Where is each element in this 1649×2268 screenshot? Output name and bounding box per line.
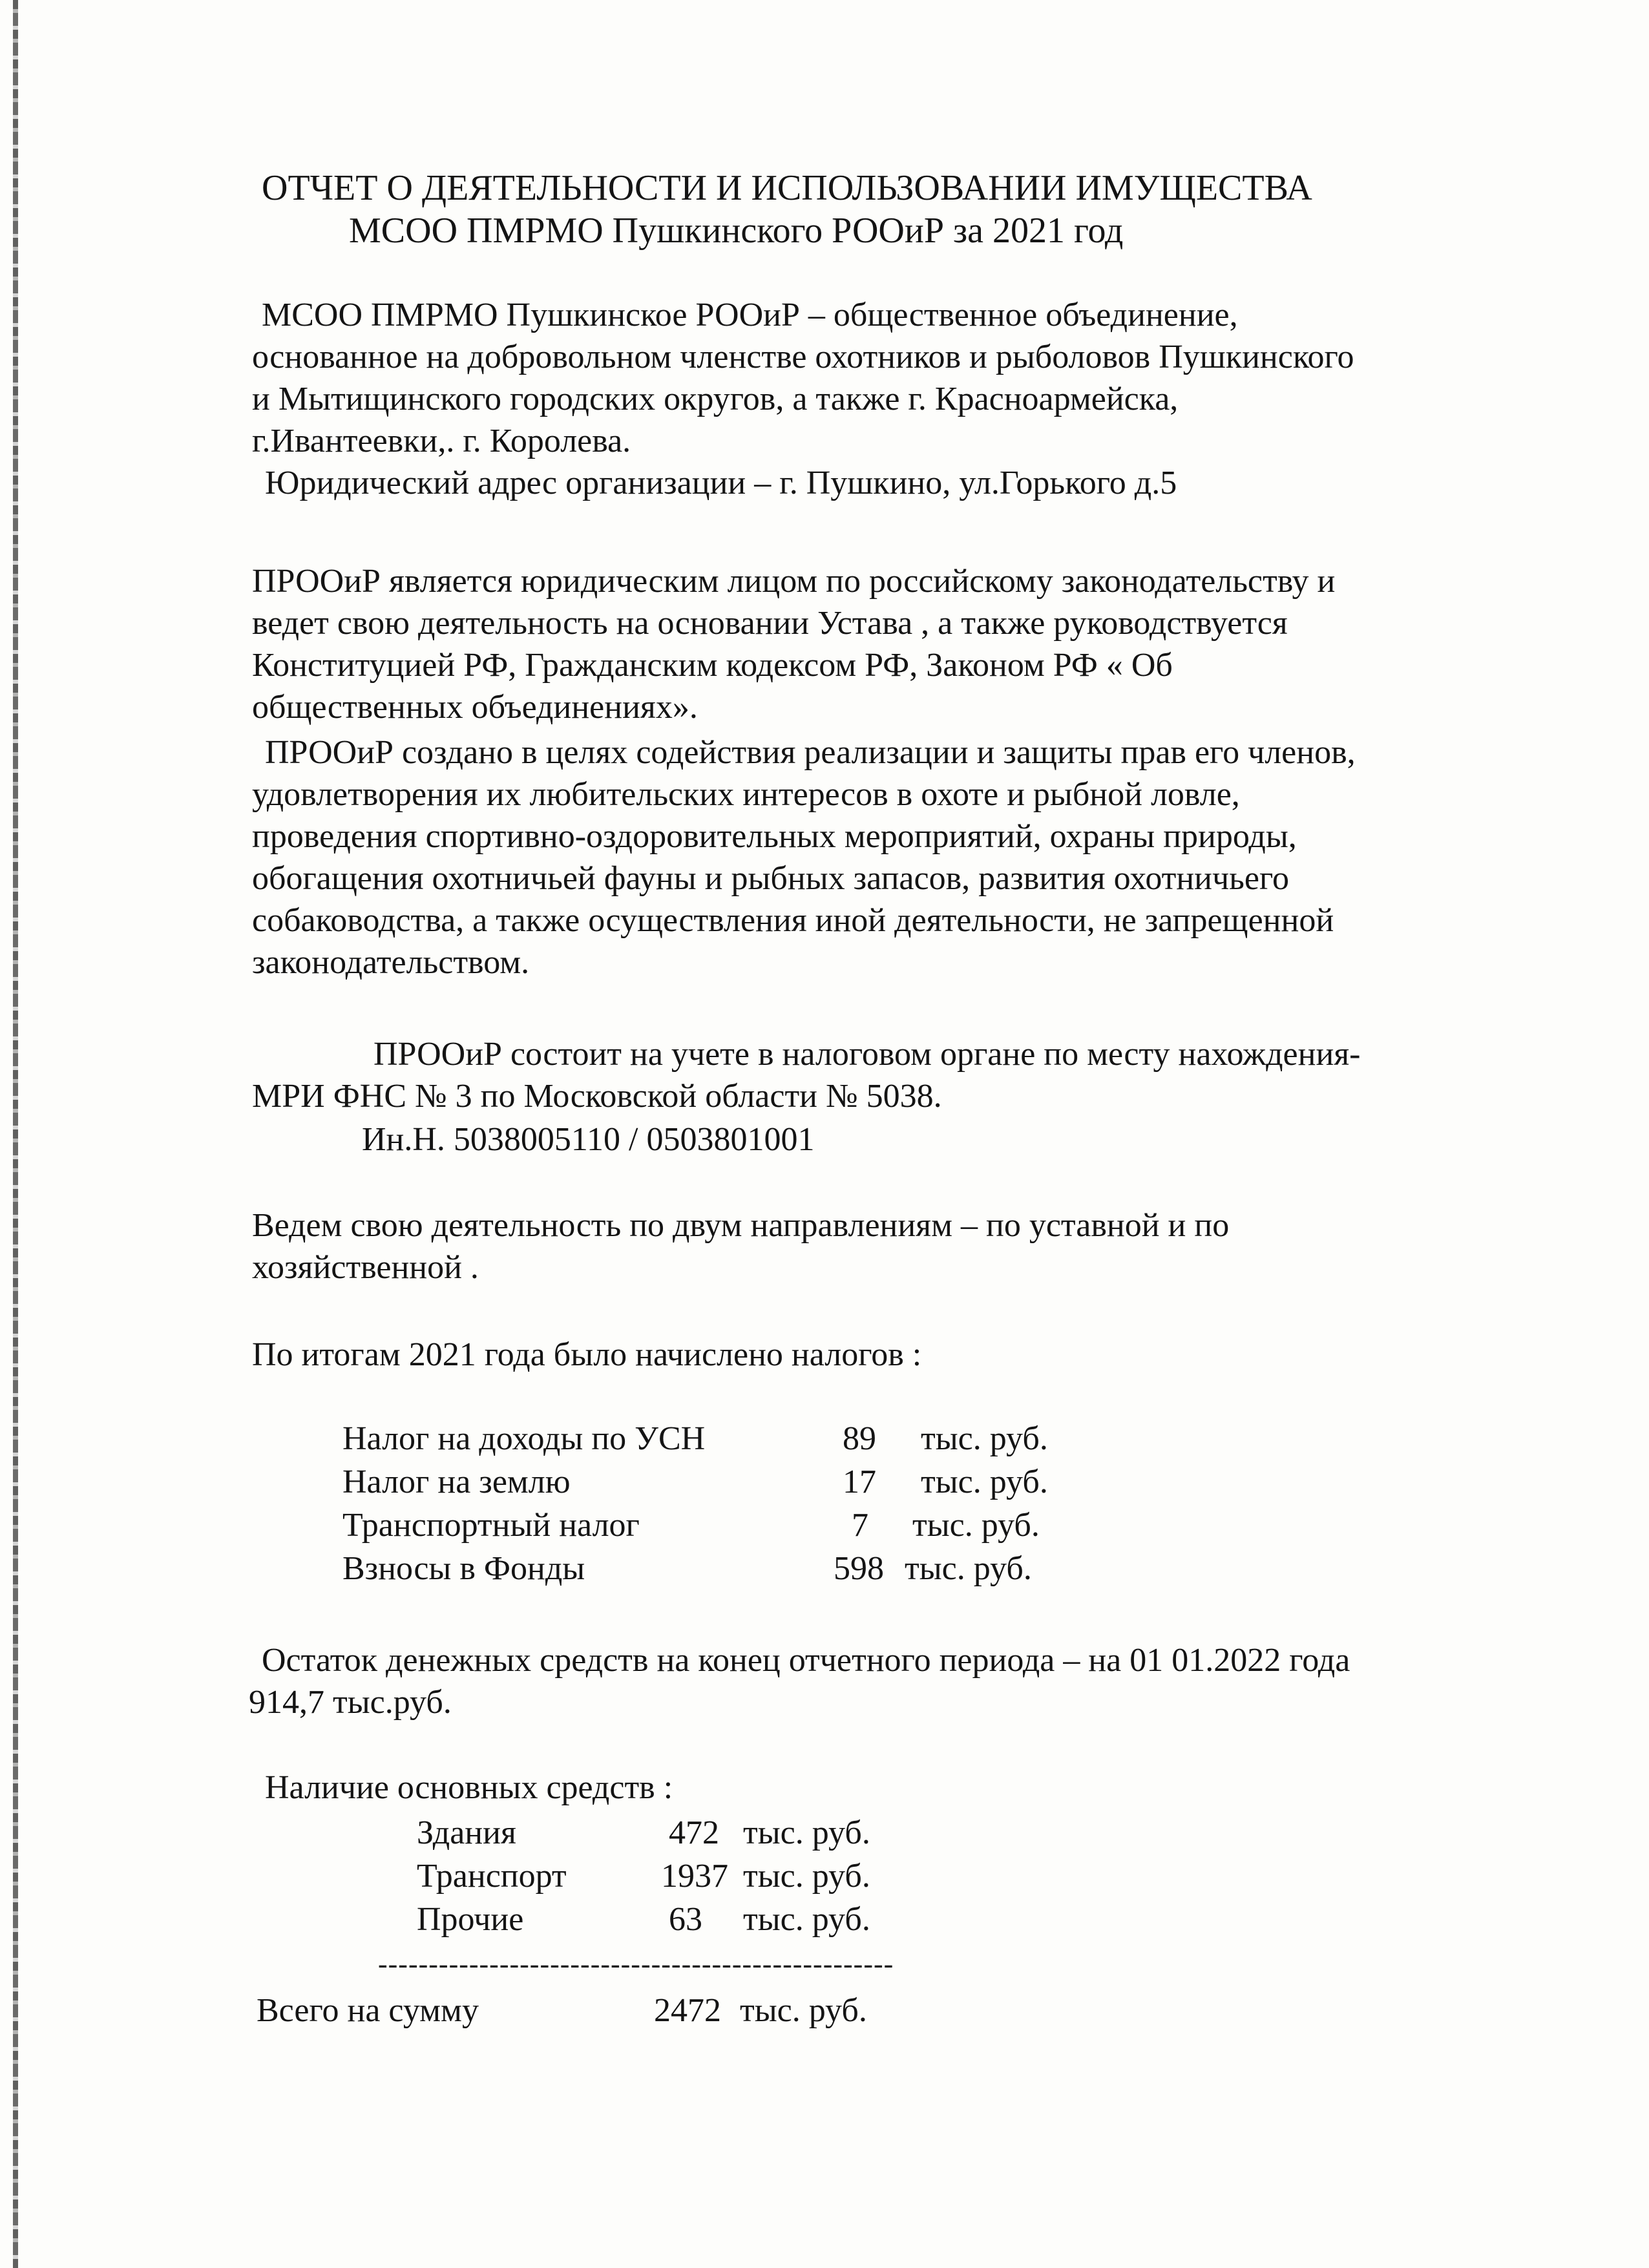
tax-unit: тыс. руб. (905, 1550, 1032, 1587)
assets-heading: Наличие основных средств : (265, 1769, 673, 1806)
tax-row (0, 1418, 1649, 1460)
tax-unit: тыс. руб. (912, 1507, 1040, 1544)
tax-value: 598 (834, 1550, 884, 1587)
tax-value: 17 (843, 1464, 876, 1500)
asset-unit: тыс. руб. (743, 1901, 870, 1938)
asset-row (0, 1812, 1649, 1854)
asset-value: 1937 (661, 1858, 728, 1895)
asset-label: Здания (417, 1814, 516, 1851)
tax-label: Транспортный налог (342, 1507, 640, 1544)
inn-kpp: Ин.Н. 5038005110 / 0503801001 (362, 1121, 815, 1158)
intro-line: г.Ивантеевки,. г. Королева. (252, 423, 631, 459)
activity-line: хозяйственной . (252, 1249, 479, 1286)
purpose-line: проведения спортивно-оздоровительных мероприятий, охраны природы, (252, 818, 1297, 855)
intro-line: основанное на добровольном членстве охотников и рыболовов Пушкинского (252, 339, 1354, 375)
cash-balance-line: Остаток денежных средств на конец отчетного периода – на 01 01.2022 года (262, 1642, 1350, 1679)
tax-value: 89 (843, 1420, 876, 1457)
tax-value: 7 (852, 1507, 868, 1544)
purpose-line: удовлетворения их любительских интересов в охоте и рыбной ловле, (252, 776, 1240, 813)
activity-line: Ведем свою деятельность по двум направлениям – по уставной и по (252, 1207, 1230, 1244)
asset-value: 63 (669, 1901, 702, 1938)
assets-total-row (0, 1990, 1649, 2032)
taxes-heading: По итогам 2021 года было начислено налогов : (252, 1336, 922, 1373)
legal-address: Юридический адрес организации – г. Пушкино, ул.Горького д.5 (265, 465, 1177, 501)
legal-line: ПРООиР является юридическим лицом по российскому законодательству и (252, 563, 1336, 600)
tax-registration-line: ПРООиР состоит на учете в налоговом органе по месту нахождения- (373, 1036, 1361, 1073)
legal-line: Конституцией РФ, Гражданским кодексом РФ, Законом РФ « Об (252, 647, 1173, 684)
asset-row (0, 1856, 1649, 1897)
total-value: 2472 (654, 1992, 721, 2029)
tax-row (0, 1548, 1649, 1590)
asset-value: 472 (669, 1814, 719, 1851)
purpose-line: законодательством. (252, 944, 530, 981)
tax-row (0, 1505, 1649, 1546)
tax-registration-line: МРИ ФНС № 3 по Московской области № 5038. (252, 1078, 942, 1115)
report-title-line-2: МСОО ПМРМО Пушкинского РООиР за 2021 год (349, 211, 1124, 251)
tax-label: Взносы в Фонды (342, 1550, 585, 1587)
legal-line: ведет свою деятельность на основании Устава , а также руководствуется (252, 605, 1288, 642)
tax-unit: тыс. руб. (921, 1464, 1048, 1500)
purpose-line: собаководства, а также осуществления иной деятельности, не запрещенной (252, 902, 1334, 939)
asset-unit: тыс. руб. (743, 1814, 870, 1851)
cash-balance-amount: 914,7 тыс.руб. (249, 1684, 452, 1721)
total-separator: --------------------------------------------------- (378, 1948, 894, 1980)
total-unit: тыс. руб. (740, 1992, 867, 2029)
purpose-line: обогащения охотничьей фауны и рыбных запасов, развития охотничьего (252, 860, 1289, 897)
total-label: Всего на сумму (257, 1992, 479, 2029)
tax-label: Налог на доходы по УСН (342, 1420, 706, 1457)
intro-line: МСОО ПМРМО Пушкинское РООиР – общественное объединение, (262, 297, 1238, 333)
asset-row (0, 1899, 1649, 1940)
report-title-line-1: ОТЧЕТ О ДЕЯТЕЛЬНОСТИ И ИСПОЛЬЗОВАНИИ ИМУЩЕСТВА (262, 168, 1312, 208)
asset-unit: тыс. руб. (743, 1858, 870, 1895)
tax-label: Налог на землю (342, 1464, 571, 1500)
asset-label: Транспорт (417, 1858, 567, 1895)
purpose-line: ПРООиР создано в целях содействия реализации и защиты прав его членов, (265, 734, 1356, 771)
tax-unit: тыс. руб. (921, 1420, 1048, 1457)
tax-row (0, 1462, 1649, 1503)
intro-line: и Мытищинского городских округов, а также г. Красноармейска, (252, 381, 1179, 417)
asset-label: Прочие (417, 1901, 524, 1938)
legal-line: общественных объединениях». (252, 689, 698, 726)
